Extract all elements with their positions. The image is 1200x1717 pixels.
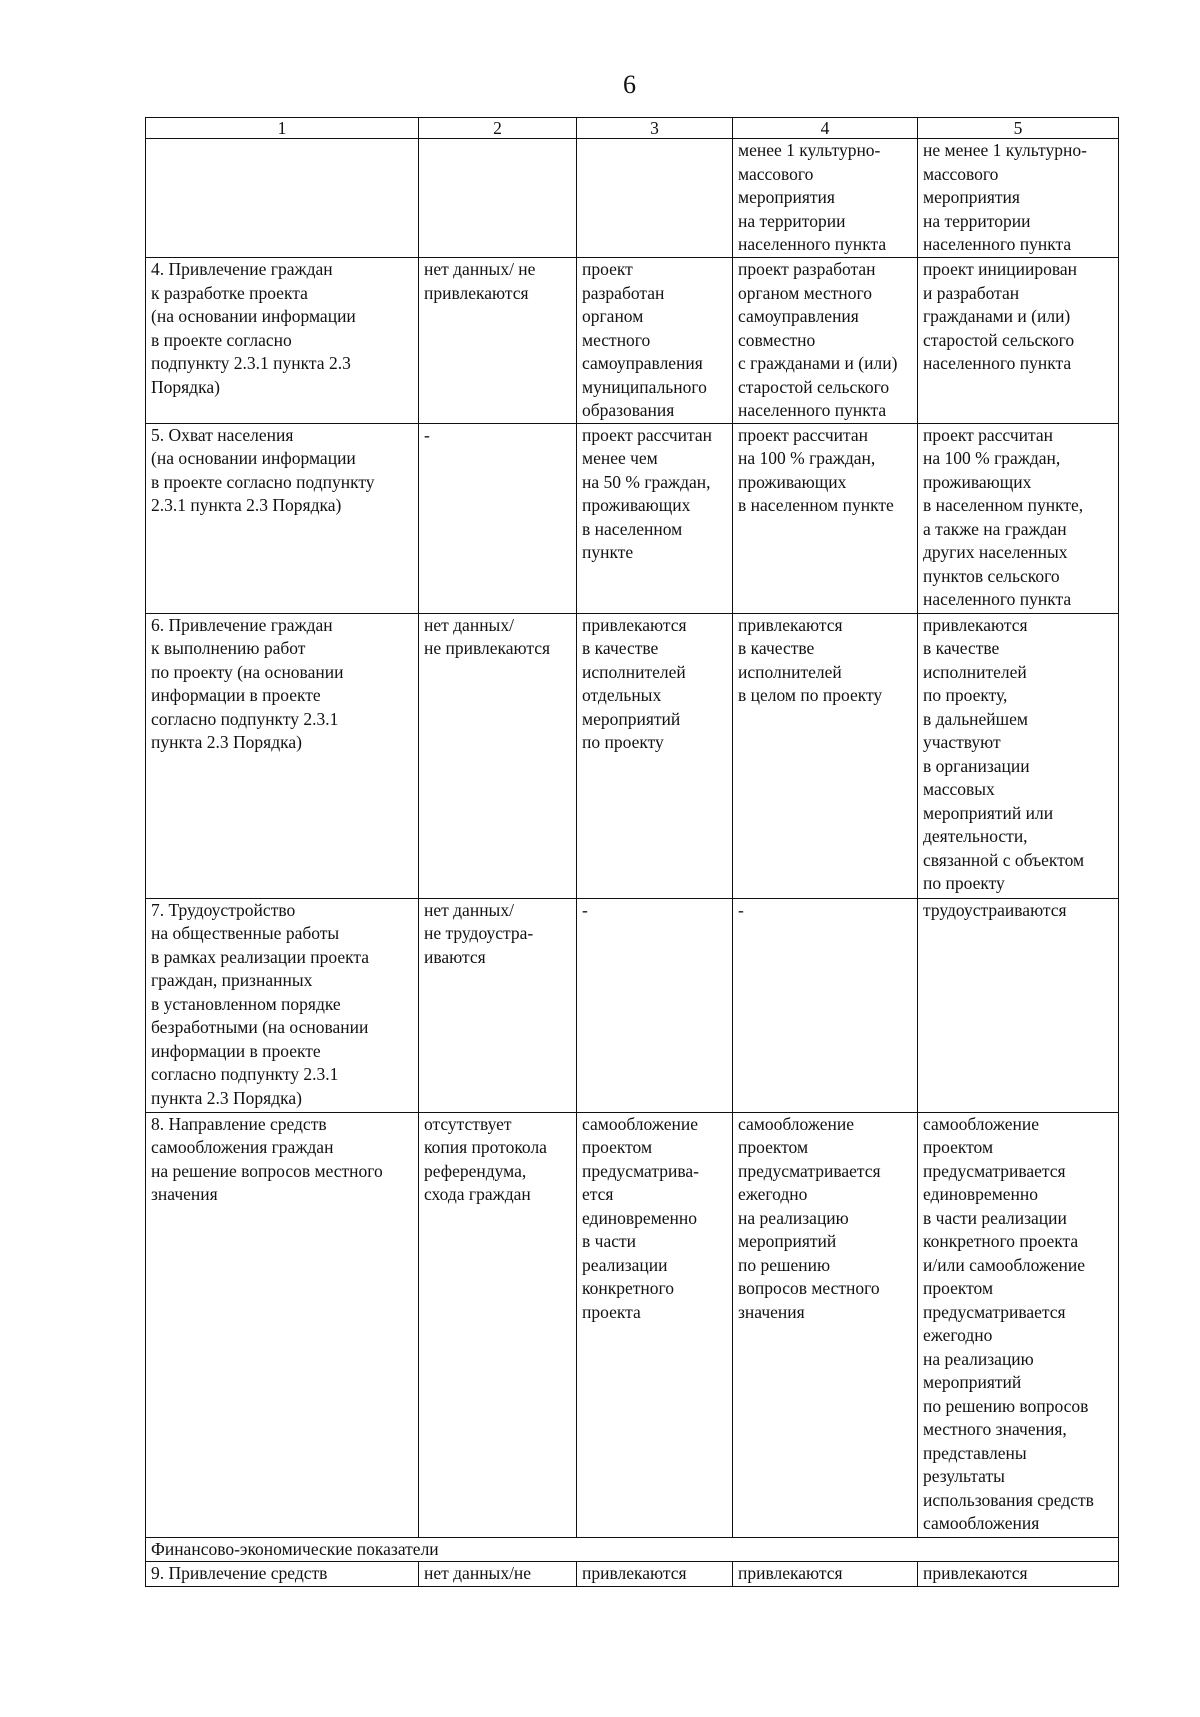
table-row <box>146 258 1119 424</box>
table-cell: 7. Трудоустройство на общественные работы в рамках реализации проекта граждан, признанных в установленном порядке безработными (на основании информации в проекте согласно подпункту 2.3.1 пункта 2.3 Порядка) <box>146 898 419 1112</box>
header-cell: 4 <box>733 118 918 139</box>
section-row <box>146 1537 1119 1562</box>
table-cell: - <box>577 898 733 1112</box>
criteria-table <box>145 117 1119 1587</box>
table-cell: менее 1 культурно- массового мероприятия на территории населенного пункта <box>733 139 918 258</box>
page-number: 6 <box>623 70 636 99</box>
table-header-row <box>146 118 1119 139</box>
table-cell: проект рассчитан на 100 % граждан, проживающих в населенном пункте <box>733 423 918 613</box>
table-cell: привлекаются в качестве исполнителей в целом по проекту <box>733 613 918 898</box>
table-cell: самообложение проектом предусматривается единовременно в части реализации конкретного проекта и/или самообложение проектом предусматривается ежегодно на реализацию мероприятий по решению вопросов местного значения, представлены результаты использования средств самообложения <box>918 1112 1119 1537</box>
table-cell: 6. Привлечение граждан к выполнению работ по проекту (на основании информации в проекте согласно подпункту 2.3.1 пункта 2.3 Порядка) <box>146 613 419 898</box>
table-cell: проект разработан органом местного самоуправления совместно с гражданами и (или) старостой сельского населенного пункта <box>733 258 918 424</box>
table-cell <box>577 139 733 258</box>
table-cell: нет данных/не <box>419 1562 577 1587</box>
table-row <box>146 423 1119 613</box>
table-row <box>146 613 1119 898</box>
table-cell: 4. Привлечение граждан к разработке проекта (на основании информации в проекте согласно подпункту 2.3.1 пункта 2.3 Порядка) <box>146 258 419 424</box>
header-cell: 1 <box>146 118 419 139</box>
table-row <box>146 139 1119 258</box>
table-cell: привлекаются <box>733 1562 918 1587</box>
header-cell: 5 <box>918 118 1119 139</box>
section-title: Финансово-экономические показатели <box>146 1537 1119 1562</box>
table-cell: 5. Охват населения (на основании информации в проекте согласно подпункту 2.3.1 пункта 2.3 Порядка) <box>146 423 419 613</box>
table-cell: нет данных/ не привлекаются <box>419 258 577 424</box>
table-cell: проект разработан органом местного самоуправления муниципального образования <box>577 258 733 424</box>
table-cell: трудоустраиваются <box>918 898 1119 1112</box>
table-cell: нет данных/ не привлекаются <box>419 613 577 898</box>
table-cell: проект рассчитан на 100 % граждан, проживающих в населенном пункте, а также на граждан других населенных пунктов сельского населенного пункта <box>918 423 1119 613</box>
table-cell <box>419 139 577 258</box>
table-cell: привлекаются <box>577 1562 733 1587</box>
table-cell: самообложение проектом предусматрива- ется единовременно в части реализации конкретного проекта <box>577 1112 733 1537</box>
table-cell: - <box>419 423 577 613</box>
table-cell: проект инициирован и разработан гражданами и (или) старостой сельского населенного пункта <box>918 258 1119 424</box>
table-cell: привлекаются в качестве исполнителей отдельных мероприятий по проекту <box>577 613 733 898</box>
table-cell: отсутствует копия протокола референдума, схода граждан <box>419 1112 577 1537</box>
table-cell: привлекаются в качестве исполнителей по проекту, в дальнейшем участвуют в организации массовых мероприятий или деятельности, связанной с объектом по проекту <box>918 613 1119 898</box>
table-cell: 8. Направление средств самообложения граждан на решение вопросов местного значения <box>146 1112 419 1537</box>
table-cell <box>146 139 419 258</box>
table-row <box>146 898 1119 1112</box>
table-cell: нет данных/ не трудоустра- иваются <box>419 898 577 1112</box>
table-row <box>146 1562 1119 1587</box>
table-row <box>146 1112 1119 1537</box>
table-cell: не менее 1 культурно- массового мероприятия на территории населенного пункта <box>918 139 1119 258</box>
table-cell: - <box>733 898 918 1112</box>
header-cell: 2 <box>419 118 577 139</box>
table-cell: самообложение проектом предусматривается ежегодно на реализацию мероприятий по решению вопросов местного значения <box>733 1112 918 1537</box>
table-cell: проект рассчитан менее чем на 50 % граждан, проживающих в населенном пункте <box>577 423 733 613</box>
table-cell: 9. Привлечение средств <box>146 1562 419 1587</box>
table-cell: привлекаются <box>918 1562 1119 1587</box>
header-cell: 3 <box>577 118 733 139</box>
